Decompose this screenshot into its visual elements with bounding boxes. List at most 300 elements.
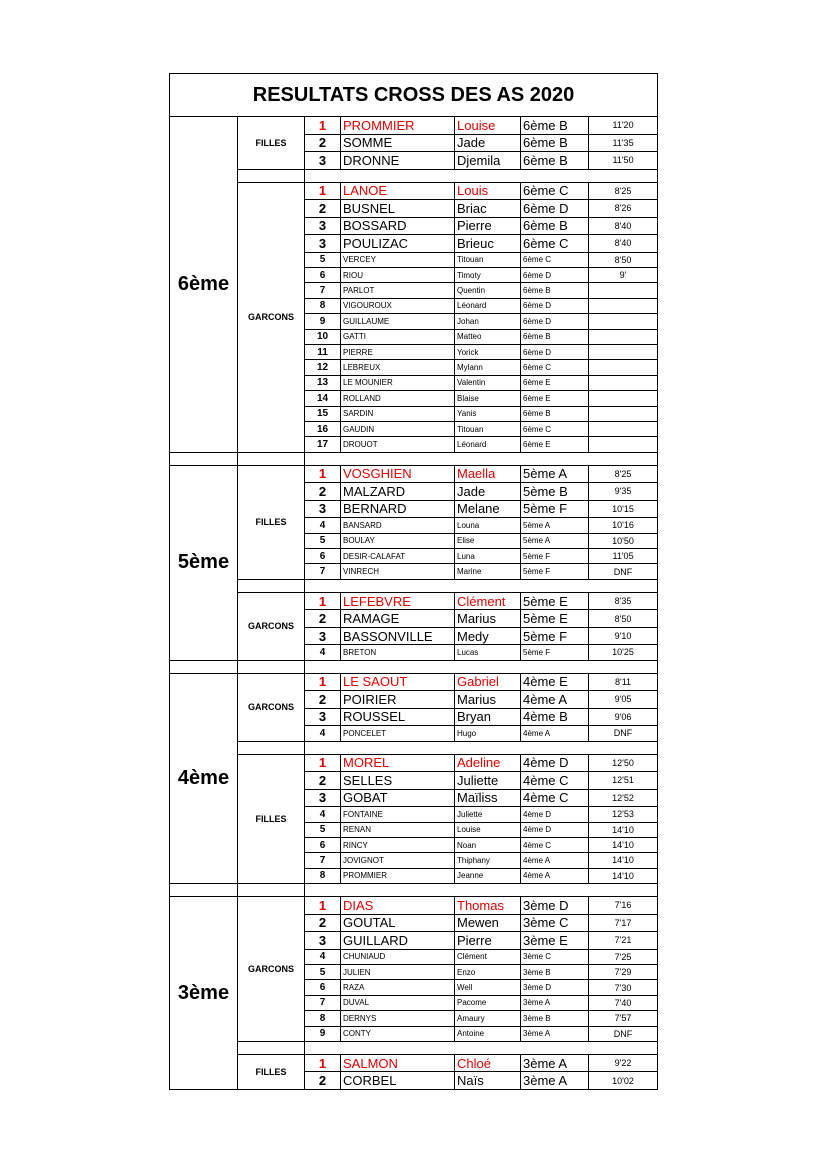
- last-name-cell: LANOE: [341, 182, 455, 200]
- spacer-cell: [305, 884, 658, 897]
- rank-cell: 5: [305, 964, 341, 979]
- time-cell: DNF: [589, 726, 658, 741]
- rank-cell: 5: [305, 533, 341, 548]
- class-cell: 6ème B: [521, 134, 589, 152]
- level-label: 5ème: [170, 465, 238, 660]
- class-cell: 4ème A: [521, 691, 589, 709]
- first-name-cell: Yanis: [455, 406, 521, 421]
- class-cell: 6ème B: [521, 283, 589, 298]
- rank-cell: 1: [305, 465, 341, 483]
- last-name-cell: SOMME: [341, 134, 455, 152]
- group-label: GARCONS: [238, 897, 305, 1042]
- first-name-cell: Thomas: [455, 897, 521, 915]
- class-cell: 3ème A: [521, 1026, 589, 1041]
- class-cell: 5ème A: [521, 465, 589, 483]
- result-row: [170, 465, 658, 483]
- last-name-cell: RINCY: [341, 837, 455, 852]
- last-name-cell: DERNYS: [341, 1011, 455, 1026]
- rank-cell: 2: [305, 610, 341, 628]
- class-cell: 5ème F: [521, 500, 589, 518]
- time-cell: 8'50: [589, 610, 658, 628]
- last-name-cell: RIOU: [341, 268, 455, 283]
- level-label: 4ème: [170, 673, 238, 883]
- first-name-cell: Jade: [455, 483, 521, 501]
- last-name-cell: RAMAGE: [341, 610, 455, 628]
- spacer-cell: [305, 660, 658, 673]
- last-name-cell: SALMON: [341, 1054, 455, 1072]
- first-name-cell: Titouan: [455, 421, 521, 436]
- spacer-cell: [170, 660, 238, 673]
- last-name-cell: GUILLAUME: [341, 314, 455, 329]
- rank-cell: 12: [305, 360, 341, 375]
- last-name-cell: VERCEY: [341, 252, 455, 267]
- last-name-cell: GAUDIN: [341, 421, 455, 436]
- rank-cell: 14: [305, 391, 341, 406]
- time-cell: 7'21: [589, 932, 658, 950]
- time-cell: 8'25: [589, 465, 658, 483]
- class-cell: 6ème D: [521, 298, 589, 313]
- rank-cell: 5: [305, 252, 341, 267]
- last-name-cell: BOSSARD: [341, 217, 455, 235]
- first-name-cell: Juliette: [455, 807, 521, 822]
- last-name-cell: DIAS: [341, 897, 455, 915]
- first-name-cell: Titouan: [455, 252, 521, 267]
- last-name-cell: GOUTAL: [341, 914, 455, 932]
- class-cell: 3ème B: [521, 964, 589, 979]
- result-row: [170, 182, 658, 200]
- last-name-cell: ROLLAND: [341, 391, 455, 406]
- time-cell: 7'25: [589, 949, 658, 964]
- first-name-cell: Quentin: [455, 283, 521, 298]
- time-cell: 7'17: [589, 914, 658, 932]
- page-title: RESULTATS CROSS DES AS 2020: [170, 74, 658, 117]
- rank-cell: 2: [305, 691, 341, 709]
- first-name-cell: Thiphany: [455, 853, 521, 868]
- last-name-cell: DRONNE: [341, 152, 455, 170]
- last-name-cell: POIRIER: [341, 691, 455, 709]
- class-cell: 3ème D: [521, 980, 589, 995]
- rank-cell: 1: [305, 117, 341, 135]
- time-cell: 11'50: [589, 152, 658, 170]
- class-cell: 5ème A: [521, 533, 589, 548]
- spacer-cell: [305, 741, 658, 754]
- class-cell: 5ème E: [521, 592, 589, 610]
- spacer-row: [170, 741, 658, 754]
- class-cell: 6ème B: [521, 406, 589, 421]
- time-cell: 8'26: [589, 200, 658, 218]
- last-name-cell: JOVIGNOT: [341, 853, 455, 868]
- rank-cell: 6: [305, 837, 341, 852]
- last-name-cell: SARDIN: [341, 406, 455, 421]
- rank-cell: 7: [305, 564, 341, 579]
- last-name-cell: ROUSSEL: [341, 708, 455, 726]
- class-cell: 3ème A: [521, 995, 589, 1010]
- first-name-cell: Brieuc: [455, 235, 521, 253]
- rank-cell: 10: [305, 329, 341, 344]
- rank-cell: 11: [305, 344, 341, 359]
- spacer-row: [170, 884, 658, 897]
- time-cell: 8'11: [589, 673, 658, 691]
- rank-cell: 7: [305, 995, 341, 1010]
- rank-cell: 5: [305, 822, 341, 837]
- class-cell: 3ème E: [521, 932, 589, 950]
- class-cell: 6ème D: [521, 344, 589, 359]
- last-name-cell: JULIEN: [341, 964, 455, 979]
- last-name-cell: POULIZAC: [341, 235, 455, 253]
- last-name-cell: PIERRE: [341, 344, 455, 359]
- class-cell: 5ème F: [521, 564, 589, 579]
- first-name-cell: Amaury: [455, 1011, 521, 1026]
- group-label: GARCONS: [238, 673, 305, 741]
- spacer-cell: [238, 884, 305, 897]
- class-cell: 5ème B: [521, 483, 589, 501]
- class-cell: 4ème A: [521, 868, 589, 883]
- time-cell: 8'40: [589, 217, 658, 235]
- time-cell: 11'20: [589, 117, 658, 135]
- first-name-cell: Adeline: [455, 754, 521, 772]
- class-cell: 4ème C: [521, 789, 589, 807]
- class-cell: 6ème D: [521, 200, 589, 218]
- spacer-cell: [170, 884, 238, 897]
- rank-cell: 4: [305, 807, 341, 822]
- time-cell: 8'25: [589, 182, 658, 200]
- first-name-cell: Pierre: [455, 217, 521, 235]
- first-name-cell: Djemila: [455, 152, 521, 170]
- rank-cell: 1: [305, 897, 341, 915]
- last-name-cell: BANSARD: [341, 518, 455, 533]
- last-name-cell: FONTAINE: [341, 807, 455, 822]
- spacer-cell: [238, 660, 305, 673]
- class-cell: 6ème C: [521, 235, 589, 253]
- class-cell: 3ème A: [521, 1072, 589, 1090]
- first-name-cell: Pacome: [455, 995, 521, 1010]
- last-name-cell: PONCELET: [341, 726, 455, 741]
- last-name-cell: GOBAT: [341, 789, 455, 807]
- first-name-cell: Mylann: [455, 360, 521, 375]
- last-name-cell: SELLES: [341, 772, 455, 790]
- rank-cell: 17: [305, 437, 341, 452]
- first-name-cell: Léonard: [455, 437, 521, 452]
- rank-cell: 7: [305, 283, 341, 298]
- class-cell: 5ème A: [521, 518, 589, 533]
- class-cell: 4ème D: [521, 754, 589, 772]
- first-name-cell: Matteo: [455, 329, 521, 344]
- time-cell: 8'40: [589, 235, 658, 253]
- class-cell: 6ème C: [521, 421, 589, 436]
- time-cell: 9'22: [589, 1054, 658, 1072]
- class-cell: 3ème C: [521, 914, 589, 932]
- last-name-cell: BASSONVILLE: [341, 627, 455, 645]
- spacer-row: [170, 579, 658, 592]
- rank-cell: 9: [305, 314, 341, 329]
- time-cell: [589, 360, 658, 375]
- results-table: [169, 73, 658, 1090]
- last-name-cell: VINRECH: [341, 564, 455, 579]
- rank-cell: 3: [305, 932, 341, 950]
- rank-cell: 4: [305, 518, 341, 533]
- time-cell: [589, 437, 658, 452]
- class-cell: 4ème D: [521, 807, 589, 822]
- class-cell: 5ème F: [521, 548, 589, 563]
- last-name-cell: LE MOUNIER: [341, 375, 455, 390]
- last-name-cell: PARLOT: [341, 283, 455, 298]
- time-cell: 7'30: [589, 980, 658, 995]
- rank-cell: 1: [305, 182, 341, 200]
- rank-cell: 2: [305, 483, 341, 501]
- rank-cell: 16: [305, 421, 341, 436]
- rank-cell: 8: [305, 1011, 341, 1026]
- time-cell: 10'16: [589, 518, 658, 533]
- time-cell: 8'35: [589, 592, 658, 610]
- results-sheet: [169, 73, 657, 1090]
- first-name-cell: Louis: [455, 182, 521, 200]
- group-label: FILLES: [238, 754, 305, 884]
- first-name-cell: Timoty: [455, 268, 521, 283]
- level-label: 3ème: [170, 897, 238, 1090]
- result-row: [170, 754, 658, 772]
- last-name-cell: CHUNIAUD: [341, 949, 455, 964]
- time-cell: 7'16: [589, 897, 658, 915]
- last-name-cell: DESIR-CALAFAT: [341, 548, 455, 563]
- time-cell: 10'50: [589, 533, 658, 548]
- first-name-cell: Bryan: [455, 708, 521, 726]
- class-cell: 4ème A: [521, 853, 589, 868]
- class-cell: 4ème B: [521, 708, 589, 726]
- class-cell: 5ème E: [521, 610, 589, 628]
- last-name-cell: RAZA: [341, 980, 455, 995]
- class-cell: 6ème C: [521, 360, 589, 375]
- time-cell: 9'06: [589, 708, 658, 726]
- rank-cell: 8: [305, 298, 341, 313]
- first-name-cell: Luna: [455, 548, 521, 563]
- first-name-cell: Antoine: [455, 1026, 521, 1041]
- class-cell: 6ème C: [521, 252, 589, 267]
- first-name-cell: Marius: [455, 610, 521, 628]
- rank-cell: 3: [305, 500, 341, 518]
- time-cell: [589, 283, 658, 298]
- rank-cell: 1: [305, 592, 341, 610]
- first-name-cell: Juliette: [455, 772, 521, 790]
- time-cell: 7'40: [589, 995, 658, 1010]
- first-name-cell: Yorick: [455, 344, 521, 359]
- spacer-cell: [305, 1041, 658, 1054]
- spacer-cell: [305, 452, 658, 465]
- time-cell: [589, 344, 658, 359]
- rank-cell: 2: [305, 200, 341, 218]
- time-cell: 9'05: [589, 691, 658, 709]
- class-cell: 6ème B: [521, 152, 589, 170]
- time-cell: 10'15: [589, 500, 658, 518]
- class-cell: 5ème F: [521, 645, 589, 660]
- class-cell: 4ème C: [521, 837, 589, 852]
- first-name-cell: Maella: [455, 465, 521, 483]
- rank-cell: 6: [305, 268, 341, 283]
- first-name-cell: Noan: [455, 837, 521, 852]
- time-cell: 11'05: [589, 548, 658, 563]
- group-label: FILLES: [238, 1054, 305, 1089]
- first-name-cell: Medy: [455, 627, 521, 645]
- class-cell: 6ème E: [521, 391, 589, 406]
- rank-cell: 1: [305, 1054, 341, 1072]
- class-cell: 6ème E: [521, 437, 589, 452]
- time-cell: 14'10: [589, 868, 658, 883]
- class-cell: 6ème D: [521, 268, 589, 283]
- class-cell: 6ème B: [521, 217, 589, 235]
- class-cell: 4ème E: [521, 673, 589, 691]
- class-cell: 3ème B: [521, 1011, 589, 1026]
- last-name-cell: MOREL: [341, 754, 455, 772]
- last-name-cell: BRETON: [341, 645, 455, 660]
- last-name-cell: VIGOUROUX: [341, 298, 455, 313]
- first-name-cell: Blaise: [455, 391, 521, 406]
- class-cell: 6ème D: [521, 314, 589, 329]
- first-name-cell: Well: [455, 980, 521, 995]
- time-cell: 14'10: [589, 822, 658, 837]
- first-name-cell: Elise: [455, 533, 521, 548]
- last-name-cell: VOSGHIEN: [341, 465, 455, 483]
- spacer-cell: [238, 741, 305, 754]
- rank-cell: 6: [305, 548, 341, 563]
- first-name-cell: Louise: [455, 117, 521, 135]
- time-cell: 12'50: [589, 754, 658, 772]
- rank-cell: 1: [305, 673, 341, 691]
- spacer-row: [170, 660, 658, 673]
- result-row: [170, 897, 658, 915]
- last-name-cell: CONTY: [341, 1026, 455, 1041]
- first-name-cell: Léonard: [455, 298, 521, 313]
- rank-cell: 2: [305, 134, 341, 152]
- first-name-cell: Enzo: [455, 964, 521, 979]
- last-name-cell: PROMMIER: [341, 868, 455, 883]
- last-name-cell: LEBREUX: [341, 360, 455, 375]
- class-cell: 3ème C: [521, 949, 589, 964]
- last-name-cell: PROMMIER: [341, 117, 455, 135]
- time-cell: [589, 375, 658, 390]
- spacer-row: [170, 169, 658, 182]
- last-name-cell: GUILLARD: [341, 932, 455, 950]
- spacer-cell: [238, 169, 305, 182]
- spacer-cell: [305, 169, 658, 182]
- rank-cell: 3: [305, 152, 341, 170]
- rank-cell: 3: [305, 789, 341, 807]
- first-name-cell: Gabriel: [455, 673, 521, 691]
- result-row: [170, 673, 658, 691]
- rank-cell: 4: [305, 726, 341, 741]
- class-cell: 4ème D: [521, 822, 589, 837]
- rank-cell: 1: [305, 754, 341, 772]
- spacer-cell: [238, 1041, 305, 1054]
- last-name-cell: RENAN: [341, 822, 455, 837]
- first-name-cell: Hugo: [455, 726, 521, 741]
- group-label: GARCONS: [238, 182, 305, 452]
- first-name-cell: Pierre: [455, 932, 521, 950]
- class-cell: 6ème C: [521, 182, 589, 200]
- rank-cell: 15: [305, 406, 341, 421]
- first-name-cell: Johan: [455, 314, 521, 329]
- time-cell: [589, 391, 658, 406]
- result-row: [170, 117, 658, 135]
- group-label: FILLES: [238, 465, 305, 579]
- spacer-cell: [238, 579, 305, 592]
- first-name-cell: Louna: [455, 518, 521, 533]
- rank-cell: 3: [305, 217, 341, 235]
- last-name-cell: GATTI: [341, 329, 455, 344]
- rank-cell: 4: [305, 949, 341, 964]
- time-cell: 11'35: [589, 134, 658, 152]
- first-name-cell: Jade: [455, 134, 521, 152]
- last-name-cell: LEFEBVRE: [341, 592, 455, 610]
- group-label: GARCONS: [238, 592, 305, 660]
- time-cell: [589, 314, 658, 329]
- last-name-cell: LE SAOUT: [341, 673, 455, 691]
- first-name-cell: Maïliss: [455, 789, 521, 807]
- level-label: 6ème: [170, 117, 238, 453]
- class-cell: 3ème D: [521, 897, 589, 915]
- result-row: [170, 592, 658, 610]
- class-cell: 6ème B: [521, 329, 589, 344]
- rank-cell: 7: [305, 853, 341, 868]
- spacer-row: [170, 1041, 658, 1054]
- time-cell: [589, 406, 658, 421]
- spacer-cell: [170, 452, 238, 465]
- last-name-cell: BUSNEL: [341, 200, 455, 218]
- rank-cell: 6: [305, 980, 341, 995]
- class-cell: 6ème E: [521, 375, 589, 390]
- first-name-cell: Chloé: [455, 1054, 521, 1072]
- rank-cell: 13: [305, 375, 341, 390]
- first-name-cell: Mewen: [455, 914, 521, 932]
- class-cell: 6ème B: [521, 117, 589, 135]
- time-cell: 9'10: [589, 627, 658, 645]
- rank-cell: 3: [305, 708, 341, 726]
- rank-cell: 2: [305, 772, 341, 790]
- last-name-cell: CORBEL: [341, 1072, 455, 1090]
- first-name-cell: Melane: [455, 500, 521, 518]
- rank-cell: 2: [305, 1072, 341, 1090]
- first-name-cell: Lucas: [455, 645, 521, 660]
- spacer-cell: [238, 452, 305, 465]
- last-name-cell: DROUOT: [341, 437, 455, 452]
- class-cell: 4ème A: [521, 726, 589, 741]
- time-cell: 8'50: [589, 252, 658, 267]
- first-name-cell: Clément: [455, 949, 521, 964]
- last-name-cell: BOULAY: [341, 533, 455, 548]
- rank-cell: 3: [305, 235, 341, 253]
- first-name-cell: Valentin: [455, 375, 521, 390]
- time-cell: [589, 329, 658, 344]
- first-name-cell: Clément: [455, 592, 521, 610]
- first-name-cell: Marius: [455, 691, 521, 709]
- first-name-cell: Marine: [455, 564, 521, 579]
- rank-cell: 4: [305, 645, 341, 660]
- time-cell: 7'57: [589, 1011, 658, 1026]
- first-name-cell: Briac: [455, 200, 521, 218]
- time-cell: 14'10: [589, 837, 658, 852]
- spacer-row: [170, 452, 658, 465]
- first-name-cell: Jeanne: [455, 868, 521, 883]
- first-name-cell: Naïs: [455, 1072, 521, 1090]
- time-cell: DNF: [589, 564, 658, 579]
- first-name-cell: Louise: [455, 822, 521, 837]
- rank-cell: 9: [305, 1026, 341, 1041]
- time-cell: 12'52: [589, 789, 658, 807]
- class-cell: 5ème F: [521, 627, 589, 645]
- last-name-cell: BERNARD: [341, 500, 455, 518]
- time-cell: 12'51: [589, 772, 658, 790]
- time-cell: 10'02: [589, 1072, 658, 1090]
- time-cell: 9': [589, 268, 658, 283]
- last-name-cell: MALZARD: [341, 483, 455, 501]
